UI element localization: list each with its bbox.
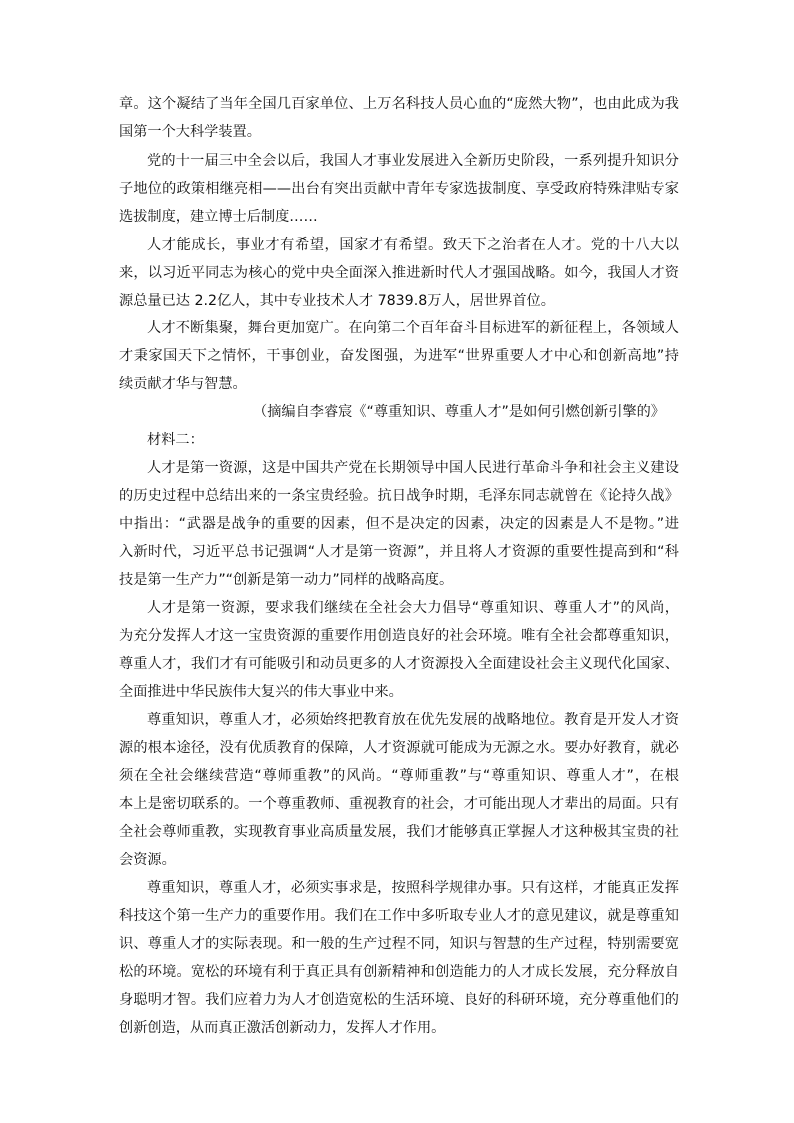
text-line: 章。这个凝结了当年全国几百家单位、上万名科技人员心血的“庞然大物”，也由此成为我 bbox=[119, 96, 679, 112]
text-line: 身聪明才智。我们应着力为人才创造宽松的生活环境、良好的科研环境，充分尊重他们的 bbox=[119, 992, 679, 1008]
section-heading: 材料二： bbox=[147, 432, 204, 448]
text-line: 人才是第一资源，这是中国共产党在长期领导中国人民进行革命斗争和社会主义建设 bbox=[147, 460, 679, 476]
text-line: 源的根本途径，没有优质教育的保障，人才资源就可能成为无源之水。要办好教育，就必 bbox=[119, 740, 679, 756]
text-line: 尊重知识，尊重人才，必须实事求是，按照科学规律办事。只有这样，才能真正发挥 bbox=[147, 880, 679, 896]
text-line: 源总量已达 2.2亿人，其中专业技术人才 7839.8万人，居世界首位。 bbox=[119, 293, 555, 309]
text-line: 技是第一生产力”“创新是第一动力”同样的战略高度。 bbox=[119, 572, 454, 588]
text-line: 的历史过程中总结出来的一条宝贵经验。抗日战争时期，毛泽东同志就曾在《论持久战》 bbox=[119, 488, 679, 504]
text-line: 为充分发挥人才这一宝贵资源的重要作用创造良好的社会环境。唯有全社会都尊重知识， bbox=[119, 628, 679, 644]
text-line: 须在全社会继续营造“尊师重教”的风尚。“尊师重教”与“尊重知识、尊重人才”，在根 bbox=[119, 768, 679, 784]
text-line: 尊重人才，我们才有可能吸引和动员更多的人才资源投入全面建设社会主义现代化国家、 bbox=[119, 656, 679, 672]
text-line: 尊重知识，尊重人才，必须始终把教育放在优先发展的战略地位。教育是开发人才资 bbox=[147, 712, 679, 728]
text-line: 来，以习近平同志为核心的党中央全面深入推进新时代人才强国战略。如今，我国人才资 bbox=[119, 265, 679, 281]
text-line: 人才能成长，事业才有希望，国家才有希望。致天下之治者在人才。党的十八大以 bbox=[147, 237, 679, 253]
text-line: 松的环境。宽松的环境有利于真正具有创新精神和创造能力的人才成长发展，充分释放自 bbox=[119, 964, 679, 980]
text-line: 会资源。 bbox=[119, 852, 176, 868]
text-line: 创新创造，从而真正激活创新动力，发挥人才作用。 bbox=[119, 1020, 446, 1036]
text-line: 子地位的政策相继亮相——出台有突出贡献中青年专家选拔制度、享受政府特殊津贴专家 bbox=[119, 181, 679, 197]
text-line: 科技这个第一生产力的重要作用。我们在工作中多听取专业人才的意见建议，就是尊重知 bbox=[119, 908, 679, 924]
text-line: 选拔制度，建立博士后制度…… bbox=[119, 209, 318, 225]
text-line: 续贡献才华与智慧。 bbox=[119, 376, 247, 392]
text-line: 本上是密切联系的。一个尊重教师、重视教育的社会，才可能出现人才辈出的局面。只有 bbox=[119, 796, 679, 812]
text-line: 国第一个大科学装置。 bbox=[119, 124, 261, 140]
text-line: 人才是第一资源，要求我们继续在全社会大力倡导“尊重知识、尊重人才”的风尚， bbox=[147, 600, 679, 616]
text-line: 人才不断集聚，舞台更加宽广。在向第二个百年奋斗目标进军的新征程上，各领域人 bbox=[147, 320, 679, 336]
text-line: 全面推进中华民族伟大复兴的伟大事业中来。 bbox=[119, 684, 403, 700]
text-line: 识、尊重人才的实际表现。和一般的生产过程不同，知识与智慧的生产过程，特别需要宽 bbox=[119, 936, 679, 952]
text-line: 党的十一届三中全会以后，我国人才事业发展进入全新历史阶段，一系列提升知识分 bbox=[147, 153, 679, 169]
text-line: 全社会尊师重教，实现教育事业高质量发展，我们才能够真正掌握人才这种极其宝贵的社 bbox=[119, 824, 679, 840]
text-line: 入新时代，习近平总书记强调“人才是第一资源”，并且将人才资源的重要性提高到和“科 bbox=[119, 544, 679, 560]
text-line: 中指出：“武器是战争的重要的因素，但不是决定的因素，决定的因素是人不是物。”进 bbox=[119, 516, 679, 532]
text-line: 才秉家国天下之情怀，干事创业，奋发图强，为进军“世界重要人才中心和创新高地”持 bbox=[119, 348, 679, 364]
source-citation: （摘编自李睿宸《“尊重知识、尊重人才”是如何引燃创新引擎的》 bbox=[253, 404, 665, 420]
